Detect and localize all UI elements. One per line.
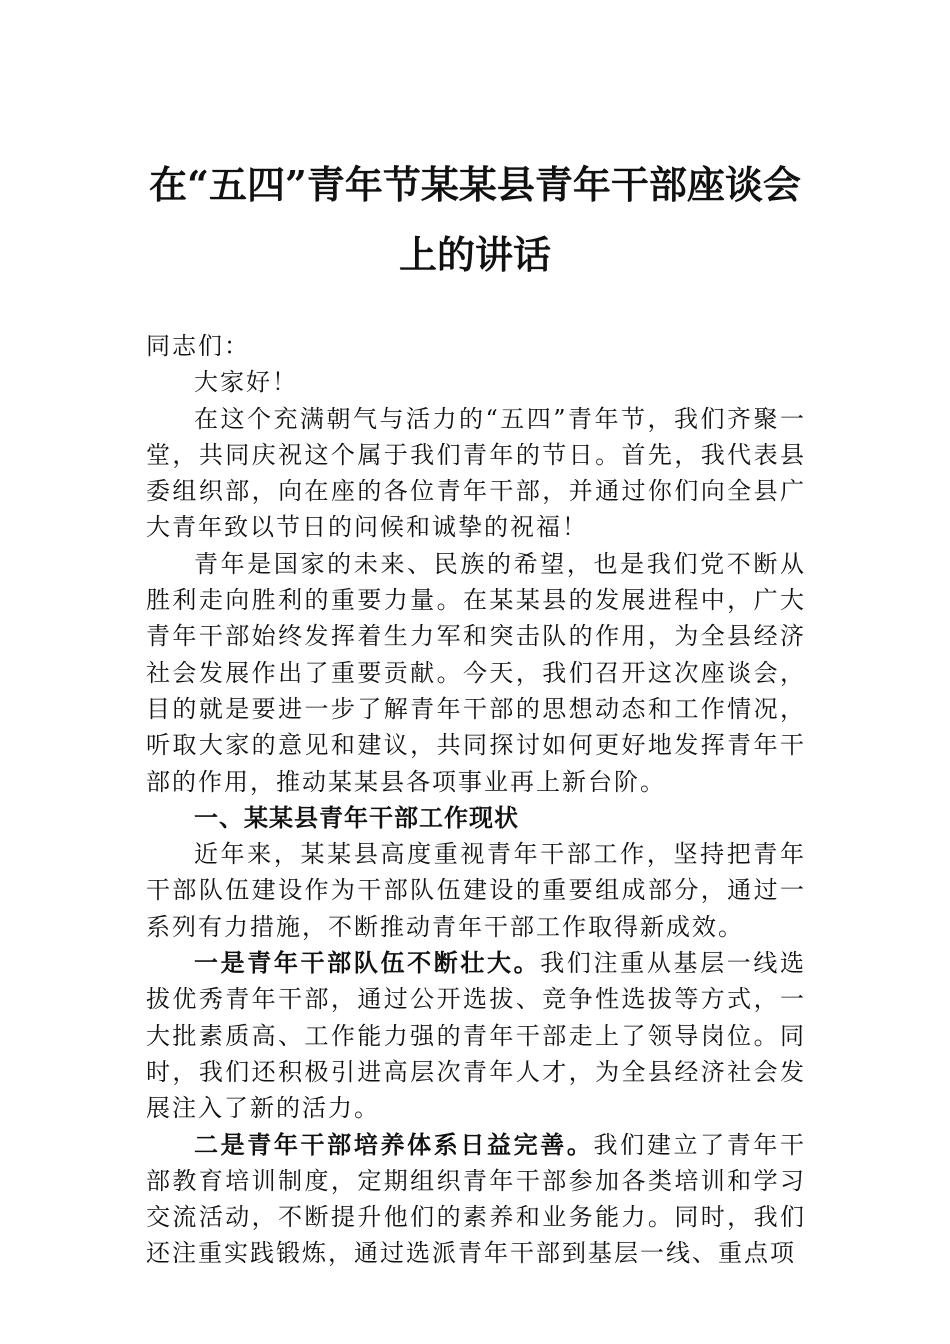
paragraph-opening: 在这个充满朝气与活力的“五四”青年节，我们齐聚一堂，共同庆祝这个属于我们青年的节日。首先，我代表县委组织部，向在座的各位青年干部，并通过你们向全县广大青年致以节日的问候和诚挚的祝福！ — [146, 404, 806, 542]
point-two-lead: 二是青年干部培养体系日益完善。 — [194, 1129, 594, 1159]
section-heading-current-status: 一、某某县青年干部工作现状 — [194, 803, 519, 832]
document-title-line-2: 上的讲话 — [398, 232, 551, 277]
point-two-body: 我们建立了青年干部教育培训制度，定期组织青年干部参加各类培训和学习交流活动，不断提升他们的素养和业务能力。同时，我们还注重实践锻炼，通过选派青年干部到基层一线、重点项 — [146, 1130, 807, 1268]
point-one-body: 我们注重从基层一线选拔优秀青年干部，通过公开选拔、竞争性选拔等方式，一大批素质高、工作能力强的青年干部走上了领导岗位。同时，我们还积极引进高层次青年人才，为全县经济社会发展注入了新的活力。 — [146, 949, 807, 1123]
paragraph-point-one — [146, 945, 806, 1126]
document-body — [146, 328, 806, 1272]
paragraph-youth-importance: 青年是国家的未来、民族的希望，也是我们党不断从胜利走向胜利的重要力量。在某某县的发展进程中，广大青年干部始终发挥着生力军和突击队的作用，为全县经济社会发展作出了重要贡献。今天，我们召开这次座谈会，目的就是要进一步了解青年干部的思想动态和工作情况，听取大家的意见和建议，共同探讨如何更好地发挥青年干部的作用，推动某某县各项事业再上新台阶。 — [146, 549, 806, 796]
document-title-line-1: 在“五四”青年节某某县青年干部座谈会 — [149, 162, 801, 207]
greeting: 大家好！ — [194, 368, 298, 397]
paragraph-point-two — [146, 1127, 806, 1272]
salutation: 同志们： — [146, 332, 250, 360]
point-one-lead: 一是青年干部队伍不断壮大。 — [194, 948, 541, 978]
paragraph-status-intro: 近年来，某某县高度重视青年干部工作，坚持把青年干部队伍建设作为干部队伍建设的重要组成部分，通过一系列有力措施，不断推动青年干部工作取得新成效。 — [146, 840, 806, 941]
